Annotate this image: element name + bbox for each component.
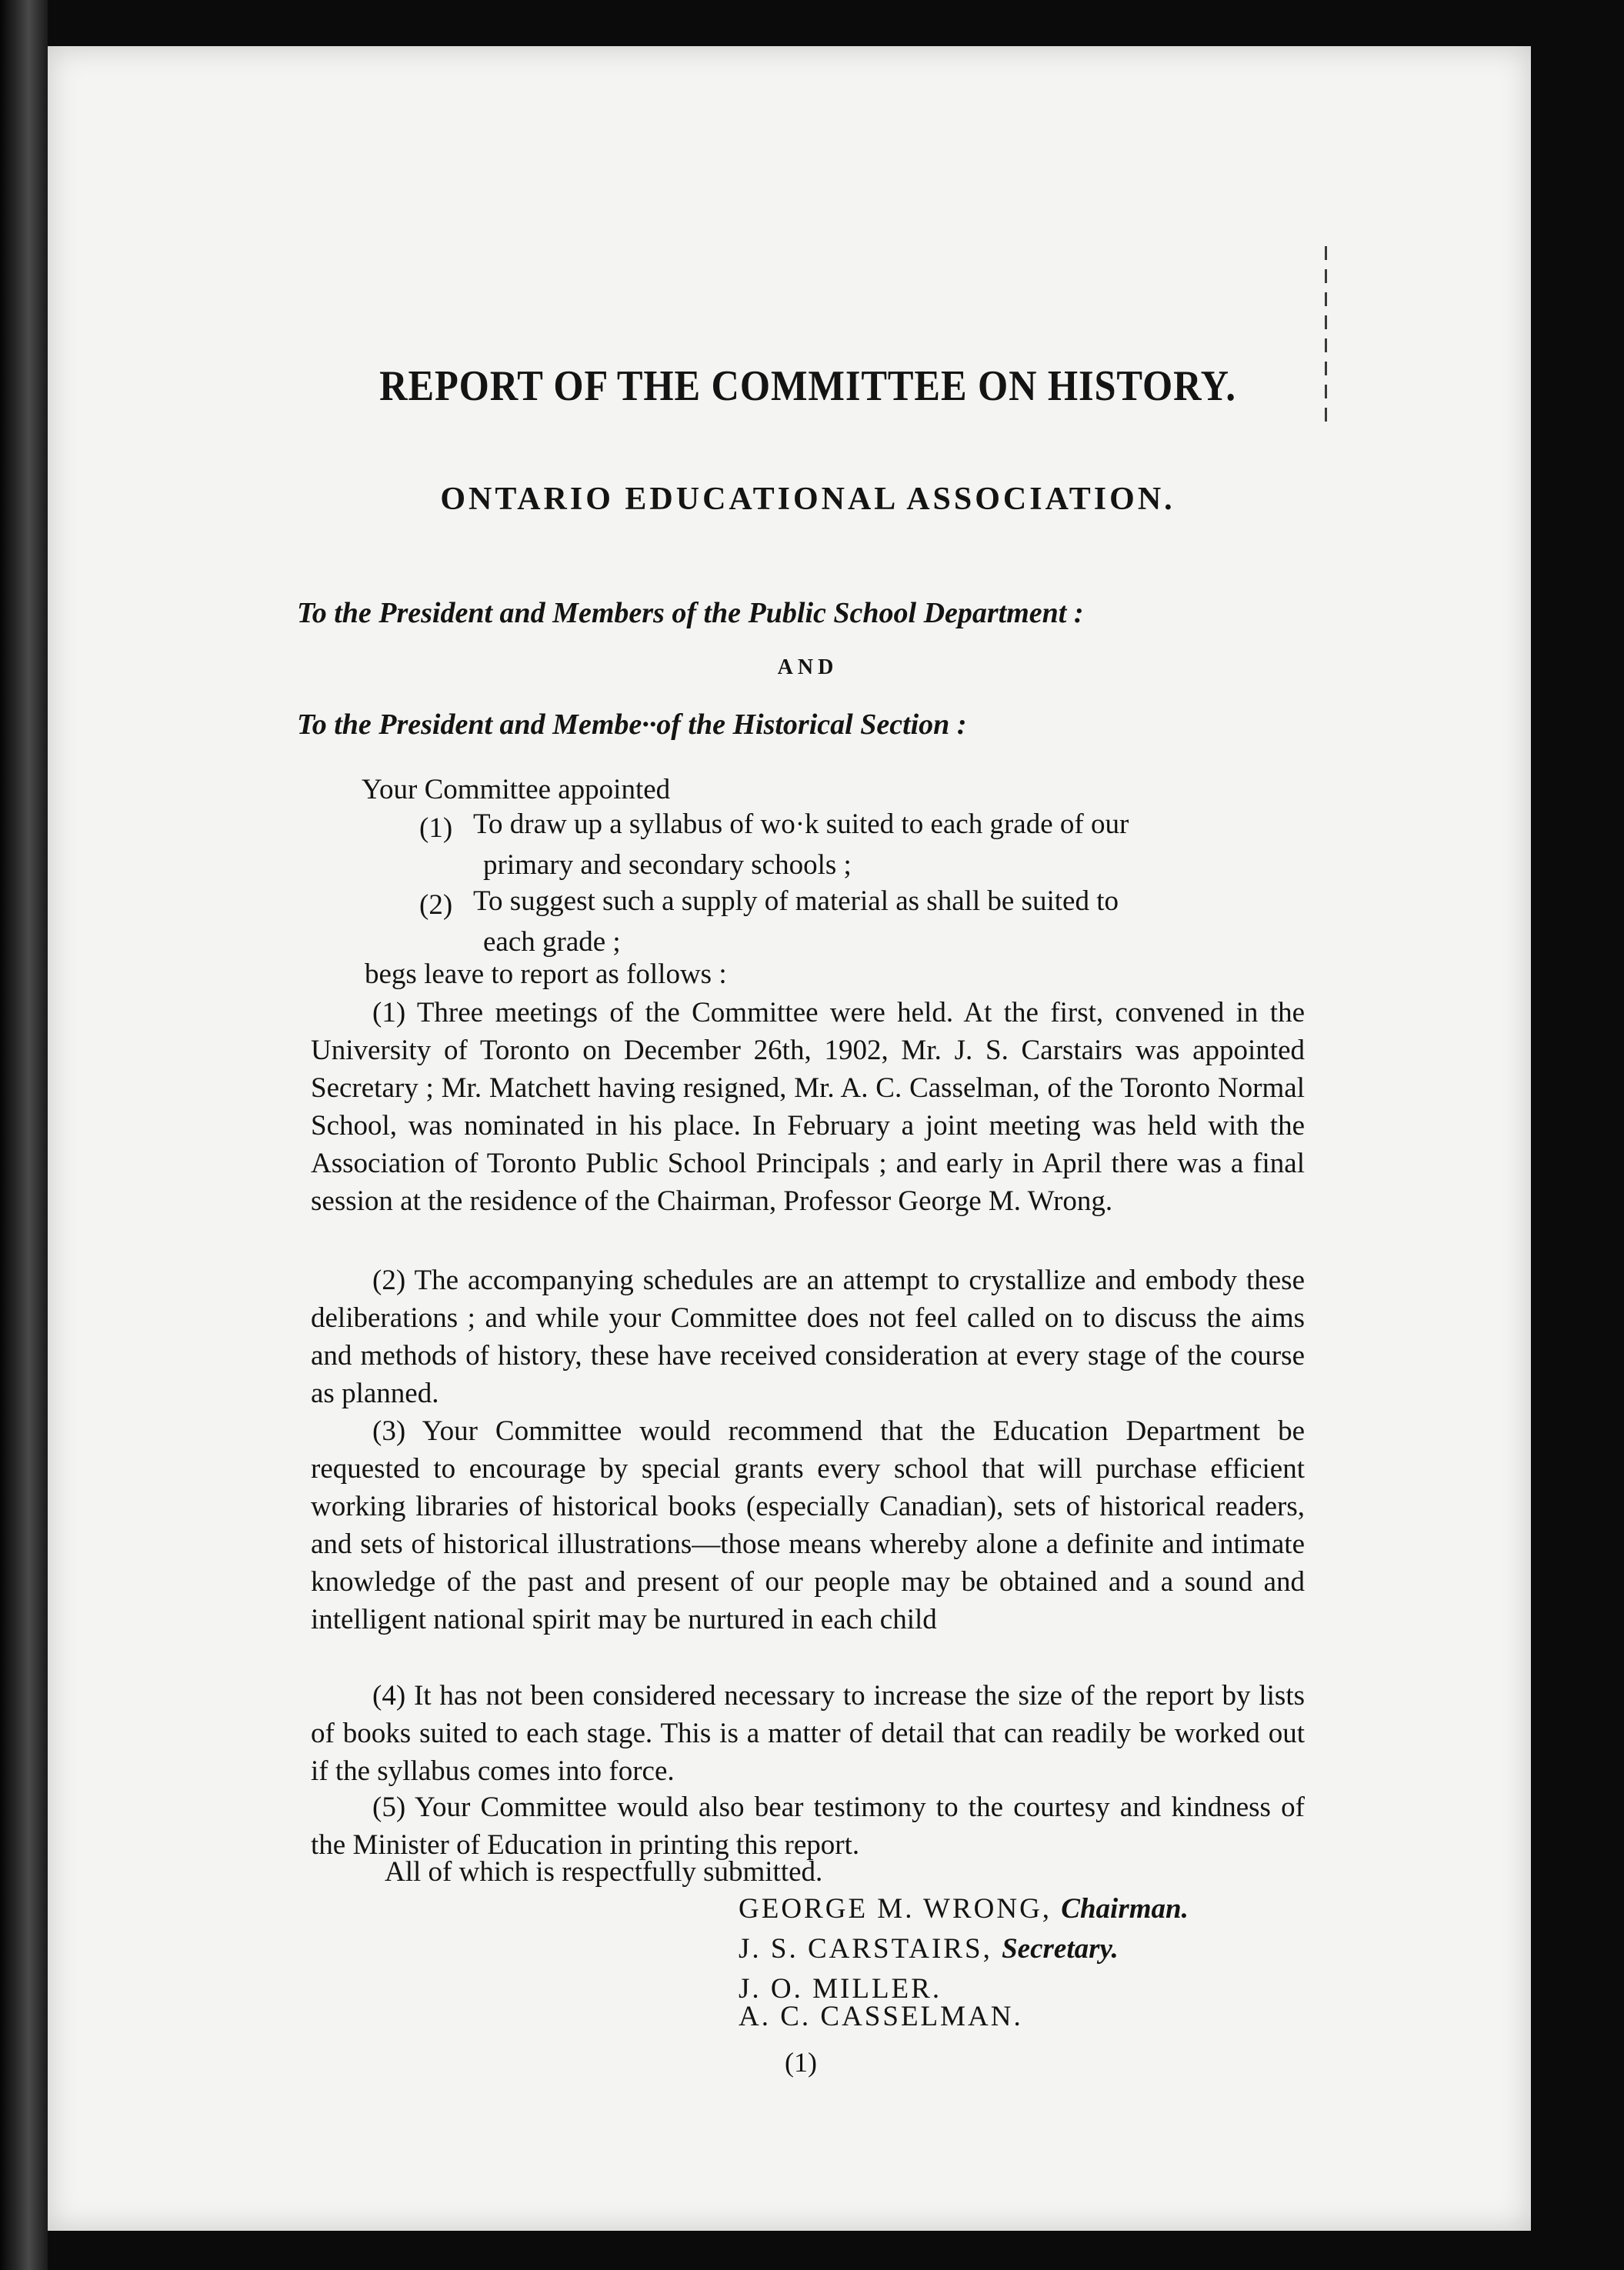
submission-closing: All of which is respectfully submitted. [385,1856,823,1888]
paragraph-3: (3) Your Committee would recommend that the Education Department be requested to encourage by special grants every school that will purchase efficient working libraries of historical books (especially Canadian), sets of historical readers, and sets of historical illustrations—those means whereby alone a definite and intimate knowledge of the past and present of our people may be obtained and a sound and intelligent national spirit may be nurtured in each child [311,1415,1305,1635]
signatory-member [739,2000,1023,2033]
intro-opening: Your Committee appointed [362,774,671,805]
signatory-name: A. C. CASSELMAN. [739,2001,1023,2032]
report-title: REPORT OF THE COMMITTEE ON HISTORY. [379,362,1236,410]
address-and: AND [777,655,839,679]
signatory-role: Chairman. [1061,1893,1189,1925]
intro-item2-line1: To suggest such a supply of material as shall be suited to [473,885,1119,917]
intro-item1-number: (1) [419,812,453,844]
association-name: ONTARIO EDUCATIONAL ASSOCIATION. [440,482,1175,517]
signatory-name: J. O. MILLER. [739,1973,942,2005]
intro-item2-number: (2) [419,889,453,921]
address-line-historical-section: To the President and Membe··of the Historical Section : [297,708,967,741]
paragraph-2: (2) The accompanying schedules are an attempt to crystallize and embody these deliberations ; and while your Committee does not feel called on to discuss the aims and methods of history, these have received consideration at every stage of the course as planned. [311,1265,1305,1409]
margin-mark [1325,246,1327,431]
address-line-public-school: To the President and Members of the Public School Department : [297,597,1084,629]
intro-item1-line1: To draw up a syllabus of wo·k suited to each grade of our [473,808,1129,840]
intro-closing: begs leave to report as follows : [365,958,727,990]
book-binding-edge [0,0,48,2270]
paragraph-1: (1) Three meetings of the Committee were held. At the first, convened in the University of Toronto on December 26th, 1902, Mr. J. S. Carstairs was appointed Secretary ; Mr. Matchett having resigned, Mr. A. C. Casselman, of the Toronto Normal School, was nominated in his place. In February a joint meeting was held with the Association of Toronto Public School Principals ; and early in April there was a final session at the residence of the Chairman, Professor George M. Wrong. [311,997,1305,1217]
signatory-name: J. S. CARSTAIRS, [739,1933,992,1965]
signatory-chairman [739,1892,1189,1925]
paragraph-5: (5) Your Committee would also bear testimony to the courtesy and kindness of the Minister of Education in printing this report. [311,1792,1305,1861]
intro-item2-line2: each grade ; [483,926,621,958]
page-number: (1) [785,2047,817,2078]
paragraph-4: (4) It has not been considered necessary to increase the size of the report by lists of books suited to each stage. This is a matter of detail that can readily be worked out if the syllabus comes into force. [311,1680,1305,1787]
signatory-secretary [739,1932,1119,1965]
signatory-name: GEORGE M. WRONG, [739,1893,1052,1925]
intro-item1-line2: primary and secondary schools ; [483,849,852,881]
signatory-role: Secretary. [1002,1933,1119,1965]
